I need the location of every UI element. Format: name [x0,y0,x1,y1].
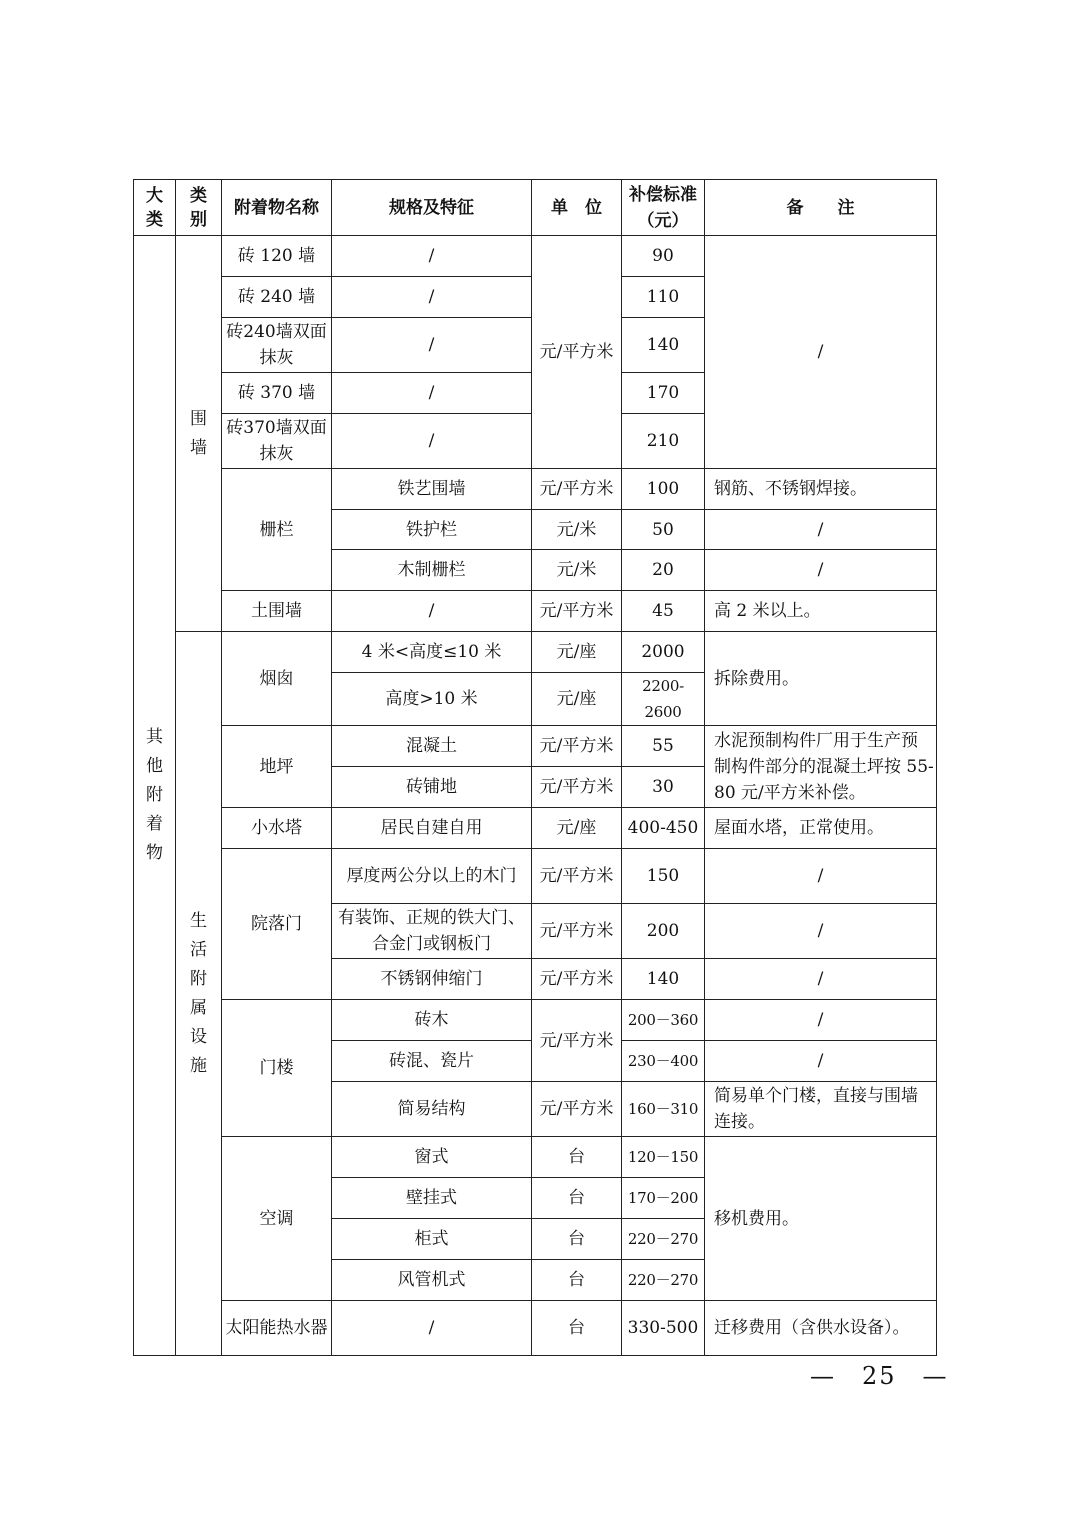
remark: / [705,904,937,959]
spec: 混凝土 [332,726,532,767]
spec: 木制栅栏 [332,550,532,591]
standard-value: 200 [622,904,705,959]
spec: / [332,1301,532,1356]
spec: 壁挂式 [332,1178,532,1219]
remark: 简易单个门楼，直接与围墙连接。 [705,1082,937,1137]
standard-value: 45 [622,591,705,632]
header-item-name: 附着物名称 [222,180,332,236]
standard-value: 170 [622,373,705,414]
unit: 元/平方米 [532,726,622,767]
spec: 窗式 [332,1137,532,1178]
spec: 铁艺围墙 [332,469,532,510]
spec: 砖铺地 [332,767,532,808]
unit: 元/米 [532,550,622,591]
unit: 台 [532,1178,622,1219]
remark: / [705,1041,937,1082]
spec: 风管机式 [332,1260,532,1301]
unit: 元/平方米 [532,591,622,632]
table-header-row [134,180,937,236]
standard-value: 120－150 [622,1137,705,1178]
remark: 高 2 米以上。 [705,591,937,632]
item-name: 门楼 [222,1000,332,1137]
item-name: 太阳能热水器 [222,1301,332,1356]
unit: 台 [532,1260,622,1301]
unit: 元/座 [532,673,622,726]
header-unit: 单 位 [532,180,622,236]
header-major-category: 大类 [134,180,176,236]
standard-value: 220－270 [622,1260,705,1301]
unit: 台 [532,1137,622,1178]
header-standard: 补偿标准 （元） [622,180,705,236]
standard-value: 20 [622,550,705,591]
remark: / [705,959,937,1000]
item-name: 院落门 [222,849,332,1000]
table-row [134,591,937,632]
item-name: 砖240墙双面抹灰 [222,318,332,373]
remark: 水泥预制构件厂用于生产预制构件部分的混凝土坪按 55-80 元/平方米补偿。 [705,726,937,808]
spec: 有装饰、正规的铁大门、合金门或钢板门 [332,904,532,959]
remark: 迁移费用（含供水设备）。 [705,1301,937,1356]
standard-value: 330-500 [622,1301,705,1356]
page-number: — 25 — [810,1362,949,1390]
header-spec: 规格及特征 [332,180,532,236]
item-name: 小水塔 [222,808,332,849]
standard-value: 220－270 [622,1219,705,1260]
unit: 台 [532,1301,622,1356]
category-cell-wall: 围墙 [176,236,222,632]
remark: / [705,849,937,904]
table-row [134,632,937,673]
remark: / [705,236,937,469]
header-category: 类别 [176,180,222,236]
spec: 厚度两公分以上的木门 [332,849,532,904]
standard-value: 160－310 [622,1082,705,1137]
spec: 居民自建自用 [332,808,532,849]
spec: / [332,277,532,318]
table-row [134,236,937,277]
unit: 元/平方米 [532,767,622,808]
item-name: 砖 370 墙 [222,373,332,414]
unit: 元/平方米 [532,236,622,469]
standard-value: 90 [622,236,705,277]
table-row [134,1000,937,1041]
unit: 元/座 [532,808,622,849]
standard-value: 2000 [622,632,705,673]
unit: 元/平方米 [532,959,622,1000]
standard-value: 110 [622,277,705,318]
standard-value: 100 [622,469,705,510]
remark: / [705,510,937,550]
standard-value: 150 [622,849,705,904]
remark: 移机费用。 [705,1137,937,1301]
standard-value: 2200-2600 [622,673,705,726]
standard-value: 50 [622,510,705,550]
remark: / [705,550,937,591]
standard-value: 400-450 [622,808,705,849]
standard-value: 140 [622,959,705,1000]
table-row [134,1137,937,1178]
unit: 元/平方米 [532,904,622,959]
unit: 元/平方米 [532,1082,622,1137]
remark: 钢筋、不锈钢焊接。 [705,469,937,510]
spec: / [332,373,532,414]
standard-value: 230－400 [622,1041,705,1082]
table-row [134,1301,937,1356]
remark: 拆除费用。 [705,632,937,726]
table-row [134,469,937,510]
item-name: 烟囱 [222,632,332,726]
remark: / [705,1000,937,1041]
spec: 柜式 [332,1219,532,1260]
standard-value: 170－200 [622,1178,705,1219]
item-name: 砖 120 墙 [222,236,332,277]
standard-value: 30 [622,767,705,808]
header-remark: 备 注 [705,180,937,236]
spec: / [332,591,532,632]
unit: 元/平方米 [532,1000,622,1082]
unit: 元/平方米 [532,469,622,510]
unit: 元/座 [532,632,622,673]
standard-value: 55 [622,726,705,767]
spec: / [332,318,532,373]
spec: 砖木 [332,1000,532,1041]
standard-value: 210 [622,414,705,469]
item-name: 地坪 [222,726,332,808]
table-row [134,808,937,849]
item-name: 土围墙 [222,591,332,632]
unit: 元/平方米 [532,849,622,904]
spec: 砖混、瓷片 [332,1041,532,1082]
category-cell-living: 生活附属设施 [176,632,222,1356]
table-row [134,849,937,904]
spec: / [332,236,532,277]
item-name: 砖370墙双面抹灰 [222,414,332,469]
spec: 高度>10 米 [332,673,532,726]
spec: / [332,414,532,469]
item-name: 空调 [222,1137,332,1301]
spec: 不锈钢伸缩门 [332,959,532,1000]
item-name: 砖 240 墙 [222,277,332,318]
unit: 台 [532,1219,622,1260]
spec: 铁护栏 [332,510,532,550]
standard-value: 140 [622,318,705,373]
standard-value: 200－360 [622,1000,705,1041]
item-name: 栅栏 [222,469,332,591]
compensation-table [133,179,937,1356]
unit: 元/米 [532,510,622,550]
spec: 4 米<高度≤10 米 [332,632,532,673]
spec: 简易结构 [332,1082,532,1137]
table-row [134,726,937,767]
major-category-cell: 其他附着物 [134,236,176,1356]
remark: 屋面水塔，正常使用。 [705,808,937,849]
